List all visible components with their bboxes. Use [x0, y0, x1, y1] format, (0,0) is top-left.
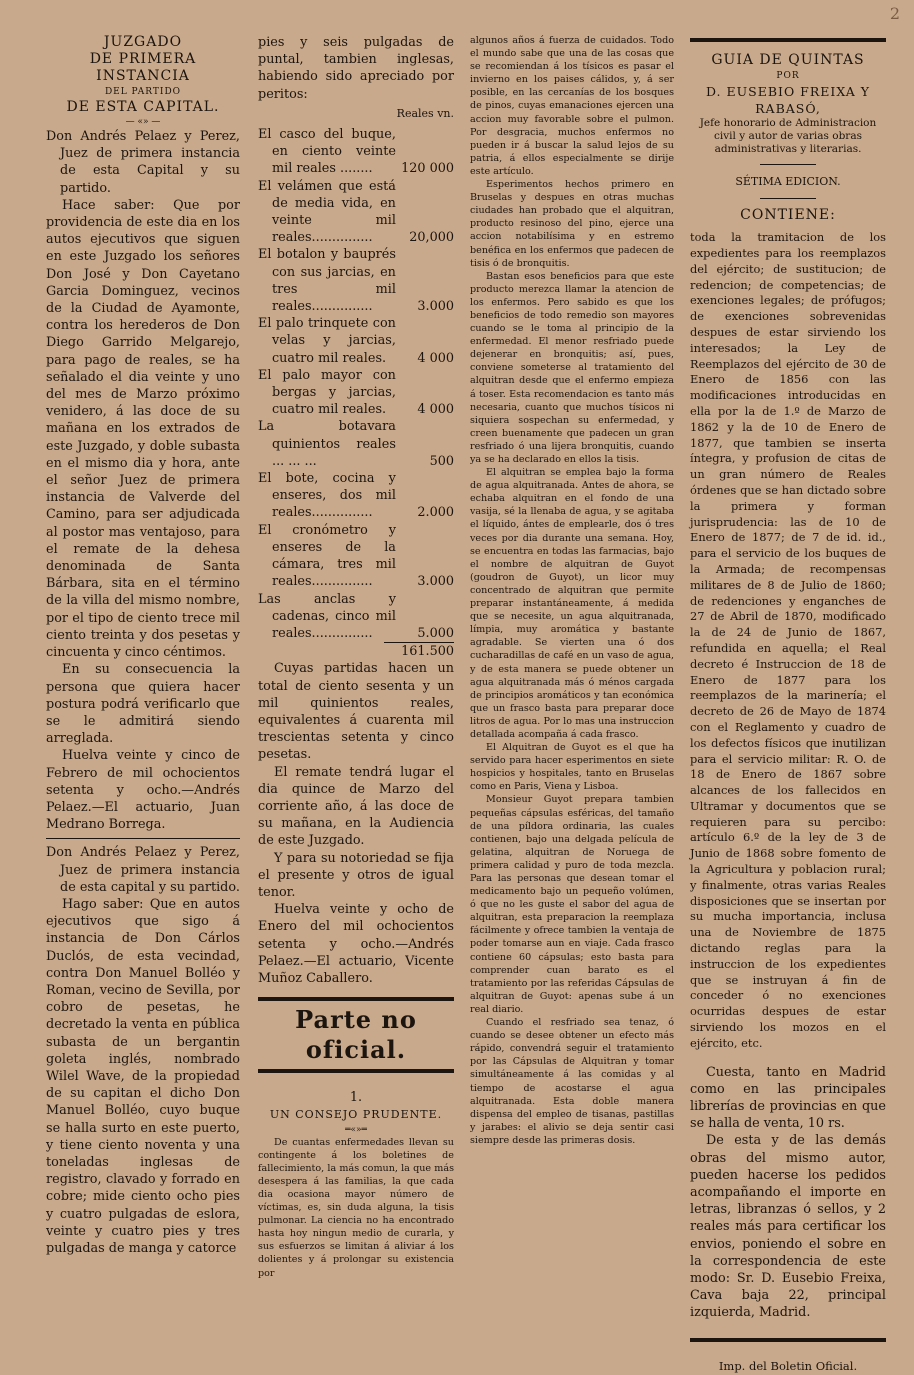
valuation-row	[258, 315, 454, 367]
article-paragraph-7: Monsieur Guyot prepara tambien pequeñas cápsulas esféricas, del tamaño de una píldora ordinaria, las cuales contienen, bajo una delgada película de gelatina, alquitran de Noruega de primera calidad y puro de toda mezcla. Para las personas que desean tomar el medicamento bajo un pequeño volúmen, ó que no les guste el sabor del agua de alquitran, esta preparacion la reemplaza fácilmente y ofrece tambien la ventaja de poder tomarse aun en viaje. Cada frasco contiene 60 cápsulas; esto basta para comprender cuan barato es el tratamiento por las referidas Cápsulas de alquitran de Guyot: apenas sube á un real diario.	[470, 794, 674, 1015]
column-2	[258, 34, 454, 1280]
contents-paragraph: toda la tramitacion de los expedientes para los reemplazos del ejército; de sustitucion; de redencion; de competencias; de exenciones legales; de prófugos; de exenciones sobrevenidas despues de estar sirviendo los interesados; la Ley de Reemplazos del ejército de 30 de Enero de 1856 con las modificaciones introducidas en ella por la de 1.º de Marzo de 1862 y la de 10 de Enero de 1877, que tambien se inserta íntegra, y profusion de citas de un gran número de Reales órdenes que se han dictado sobre la primera y forman jurisprudencia: las de 10 de Enero de 1877; de 7 de id. id., para el servicio de los buques de la Armada; de recompensas militares de 8 de Julio de 1860; de redenciones y enganches de 27 de Abril de 1870, modificado la de 24 de Junio de 1867, refundida en aquella; el Real decreto é Instruccion de 18 de Enero de 1877 para los reemplazos de la marinería; el decreto de 26 de Mayo de 1874 con el Reglamento y cuadro de los defectos físicos que inutilizan para el servicio militar: R. O. de 18 de Enero de 1867 sobre alcances de los fallecidos en Ultramar y documentos que se requieren para su percibo: artículo 6.º de la ley de 3 de Junio de 1868 sobre fomento de la Agricultura y poblacion rural; y finalmente, otras varias Reales disposiciones que se insertan por su mucha importancia, inclusa una de Noviembre de 1875 dictando reglas para la instruccion de los expedientes que se instruyan á fin de conceder ó no exenciones ocurridas despues de estar sirviendo los mozos en el ejército, etc.	[690, 230, 886, 1050]
valuation-total: 161.500	[384, 642, 454, 660]
divider	[46, 838, 240, 839]
valuation-amount: 3.000	[417, 299, 454, 315]
valuation-item: El casco del buque, en ciento veinte mil reales ........	[258, 127, 396, 177]
edict-1-body-2: En su consecuencia la persona que quiera hacer postura podrá verificarlo que se le admitirá siendo arreglada.	[46, 662, 240, 747]
edition: SÉTIMA EDICION.	[735, 175, 841, 188]
valuation-row	[258, 246, 454, 315]
valuation-row	[258, 126, 454, 178]
valuation-item: El palo trinquete con velas y jarcias, cuatro mil reales.	[258, 316, 396, 366]
edict-1-heading: Don Andrés Pelaez y Perez, Juez de primera instancia de esta Capital y su partido.	[46, 129, 240, 196]
article-ornament: ═«»═	[345, 1124, 367, 1135]
orders-paragraph: De esta y de las demás obras del mismo autor, pueden hacerse los pedidos acompañando el importe en letras, libranzas ó sellos, y 2 reales más para certificar los envios, poniendo el sobre en la correspondencia de este modo: Sr. D. Eusebio Freixa, Cava baja 22, principal izquierda, Madrid.	[690, 1133, 886, 1321]
currency-header: Reales vn.	[396, 106, 454, 120]
valuation-item: El cronómetro y enseres de la cámara, tres mil reales...............	[258, 522, 396, 590]
total-paragraph: Cuyas partidas hacen un total de ciento sesenta y un mil quinientos reales, equivalentes á cuarenta mil trescientas setenta y cinco pesetas.	[258, 661, 454, 763]
article-paragraph-6: El Alquitran de Guyot es el que ha servido para hacer esperimentos en siete hospicios y hospitales, tanto en Bruselas como en Paris, Viena y Lisboa.	[470, 742, 674, 793]
contents-heading: CONTIENE:	[740, 207, 836, 224]
valuation-item: La botavara quinientos reales ... ... ...	[258, 419, 396, 469]
section-rule-top	[258, 997, 454, 1001]
edict-2-heading: Don Andrés Pelaez y Perez, Juez de primera instancia de esta capital y su partido.	[46, 845, 240, 895]
valuation-item: El palo mayor con bergas y jarcias, cuatro mil reales.	[258, 367, 396, 418]
valuation-amount: 20,000	[409, 230, 454, 246]
valuation-row	[258, 522, 454, 591]
valuation-amount: 2.000	[417, 505, 454, 521]
article-paragraph-4: Bastan esos beneficios para que este producto merezca llamar la atencion de los enfermos. Pero sabido es que los beneficios de todo remedio son mayores cuando se le toma al principio de la enfermedad. El menor resfriado puede dejenerar en bronquitis; así, pues, conviene someterse al tratamiento del alquitran desde que el enfermo empieza á toser. Esta recomendacion es tanto más necesaria, cuanto que muchos tísicos ni siquiera sospechan su enfermedad, y creen buenamente que padecen un gran resfriado ó una lijera bronquitis, cuando ya se ha declarado en ellos la tisis.	[470, 270, 674, 465]
section-rule-bottom	[258, 1069, 454, 1073]
top-rule	[690, 38, 886, 42]
article-paragraph-5: El alquitran se emplea bajo la forma de agua alquitranada. Antes de ahora, se echaba alquitran en el fondo de una vasija, sé la llenaba de agua, y se agitaba el líquido, ántes de emplearle, dos ó tres veces por dia durante una semana. Hoy, se encuentra en todas las farmacias, bajo el nombre de alquitran de Guyot (goudron de Guyot), un licor muy concentrado de alquitran que permite preparar instantáneamente, á medida que se necesite, un agua alquitranada, límpia, muy aromática y bastante agradable. Se vierten una ó dos cucharadillas de café en un vaso de agua, y de esta manera se puede obtener un agua alquitranada más ó ménos cargada de principios aromáticos y tan económica que un frasco basta para preparar doce litros de agua. Por lo mas una instruccion detallada acompaña á cada frasco.	[470, 467, 674, 740]
valuation-row	[258, 178, 454, 247]
section-title: Parte no oficial.	[295, 1005, 417, 1065]
valuation-row	[258, 367, 454, 419]
article-paragraph-1: De cuantas enfermedades llevan su contingente á los boletines de fallecimiento, la más comun, la que más desespera á las familias, la que cada dia ocasiona mayor número de víctimas, es, sin duda alguna, la tisis pulmonar. La ciencia no ha encontrado hasta hoy ningun medio de curarla, y sus esfuerzos se limitan á aliviar á los dolientes y á prolongar su existencia por	[258, 1136, 454, 1279]
column-1	[46, 34, 240, 1257]
edict-2-body: Hago saber: Que en autos ejecutivos que sigo á instancia de Don Cárlos Duclós, de esta vecindad, contra Don Manuel Bolléo y Roman, vecino de Sevilla, por cobro de pesetas, he decretado la venta en pública subasta de un bergantin goleta inglés, nombrado Wilel Wave, de la propiedad de su capitan el dicho Don Manuel Bolléo, cuyo buque se halla surto en este puerto, y tiene ciento noventa y una toneladas inglesas de registro, clavado y forrado en cobre; mide ciento ocho pies y cuatro pulgadas de eslora, veinte y cuatro pies y tres pulgadas de manga y catorce	[46, 896, 240, 1256]
valuation-row	[258, 591, 454, 643]
valuation-row	[258, 418, 454, 470]
column-3	[470, 34, 674, 1147]
book-title: GUIA DE QUINTAS	[711, 52, 865, 68]
valuation-item: El velámen que está de media vida, en veinte mil reales...............	[258, 178, 396, 246]
book-author: D. EUSEBIO FREIXA Y RABASÓ,	[705, 84, 871, 116]
article-paragraph-8: Cuando el resfriado sea tenaz, ó cuando se desee obtener un efecto más rápido, convendrá seguir el tratamiento por las Cápsulas de Alquitran y tomar simultáneamente á las comidas y al tiempo de acostarse el agua alquitranada. Esta doble manera dispensa del empleo de tisanas, pastillas y jarabes: el alivio se deja sentir casi siempre desde las primeras dosis.	[470, 1017, 674, 1146]
valuation-item: El botalon y bauprés con sus jarcias, en tres mil reales...............	[258, 247, 396, 315]
auction-date-paragraph: El remate tendrá lugar el dia quince de Marzo del corriente año, á las doce de su mañana, en la Audiencia de este Juzgado.	[258, 764, 454, 849]
divider	[760, 198, 816, 199]
ship-intro: pies y seis pulgadas de puntal, tambien inglesas, habiendo sido apreciado por peritos:	[258, 35, 454, 102]
court-heading-2: DE PRIMERA INSTANCIA	[89, 51, 197, 84]
page-number: 2	[889, 4, 900, 23]
court-heading-3: DEL PARTIDO	[104, 87, 182, 97]
edict-1-signature: Huelva veinte y cinco de Febrero de mil ochocientos setenta y ocho.—Andrés Pelaez.—El actuario, Juan Medrano Borrega.	[46, 748, 240, 833]
ornament: — «» —	[125, 117, 161, 127]
column-4	[690, 34, 886, 1375]
valuation-amount: 3.000	[417, 574, 454, 590]
article-title: UN CONSEJO PRUDENTE.	[269, 1108, 443, 1122]
article-paragraph-3: Esperimentos hechos primero en Bruselas y despues en otras muchas ciudades han probado que el alquitran, producto resinoso del pino, ejerce una accion notabilísima y en estremo benéfica en los enfermos que padecen de tisis ó de bronquitis.	[470, 179, 674, 269]
valuation-amount: 120 000	[401, 161, 454, 177]
valuation-item: Las anclas y cadenas, cinco mil reales...............	[258, 591, 396, 641]
article-number: 1.	[349, 1090, 363, 1106]
price-paragraph: Cuesta, tanto en Madrid como en las principales librerías de provincias en que se halla de venta, 10 rs.	[690, 1064, 886, 1132]
divider	[760, 164, 816, 165]
author-description: Jefe honorario de Administracion civil y autor de varias obras administrativas y literarias.	[699, 117, 877, 155]
book-por: POR	[776, 71, 800, 81]
edict-1-body: Hace saber: Que por providencia de este dia en los autos ejecutivos que siguen en este Juzgado los señores Don José y Don Cayetano Garcia Dominguez, vecinos de la Ciudad de Ayamonte, contra los herederos de Don Diego Garrido Melgarejo, para pago de reales, se ha señalado el dia veinte y uno del mes de Marzo próximo venidero, á las doce de su mañana en los extrados de este Juzgado, y doble subasta en el mismo dia y hora, ante el señor Juez de primera instancia de Valverde del Camino, para ser adjudicada al postor mas ventajoso, para el remate de la dehesa denominada de Santa Bárbara, sita en el término de la villa del mismo nombre, por el tipo de ciento trece mil ciento treinta y dos pesetas y cincuenta y cinco céntimos.	[46, 197, 240, 661]
imprint: Imp. del Boletin Oficial.	[718, 1358, 858, 1373]
valuation-item: El bote, cocina y enseres, dos mil reales...............	[258, 471, 396, 521]
imprint-rule	[690, 1338, 886, 1342]
valuation-amount: 4 000	[417, 402, 454, 418]
court-heading-4: DE ESTA CAPITAL.	[66, 99, 220, 115]
valuation-amount: 5.000	[417, 625, 454, 641]
valuation-amount: 500	[429, 453, 454, 469]
article-paragraph-2: algunos años á fuerza de cuidados. Todo el mundo sabe que una de las cosas que se recomiendan á los tísicos es pasar el invierno en los paises cálidos, y, á ser posible, en las cercanías de los bosques de pinos, cuyas emanaciones ejercen una accion muy favorable sobre el pulmon. Por desgracia, muchos enfermos no pueden ir á buscar la salud lejos de su patria, á ellos especialmente se dirije este artículo.	[470, 35, 674, 177]
edict-2-signature: Huelva veinte y ocho de Enero del mil ochocientos setenta y ocho.—Andrés Pelaez.—El actuario, Vicente Muñoz Caballero.	[258, 902, 454, 986]
valuation-row	[258, 470, 454, 522]
court-heading-1: JUZGADO	[103, 34, 183, 50]
valuation-list	[258, 126, 454, 642]
valuation-amount: 4 000	[417, 350, 454, 366]
notice-paragraph: Y para su notoriedad se fija el presente y otros de igual tenor.	[258, 850, 454, 900]
